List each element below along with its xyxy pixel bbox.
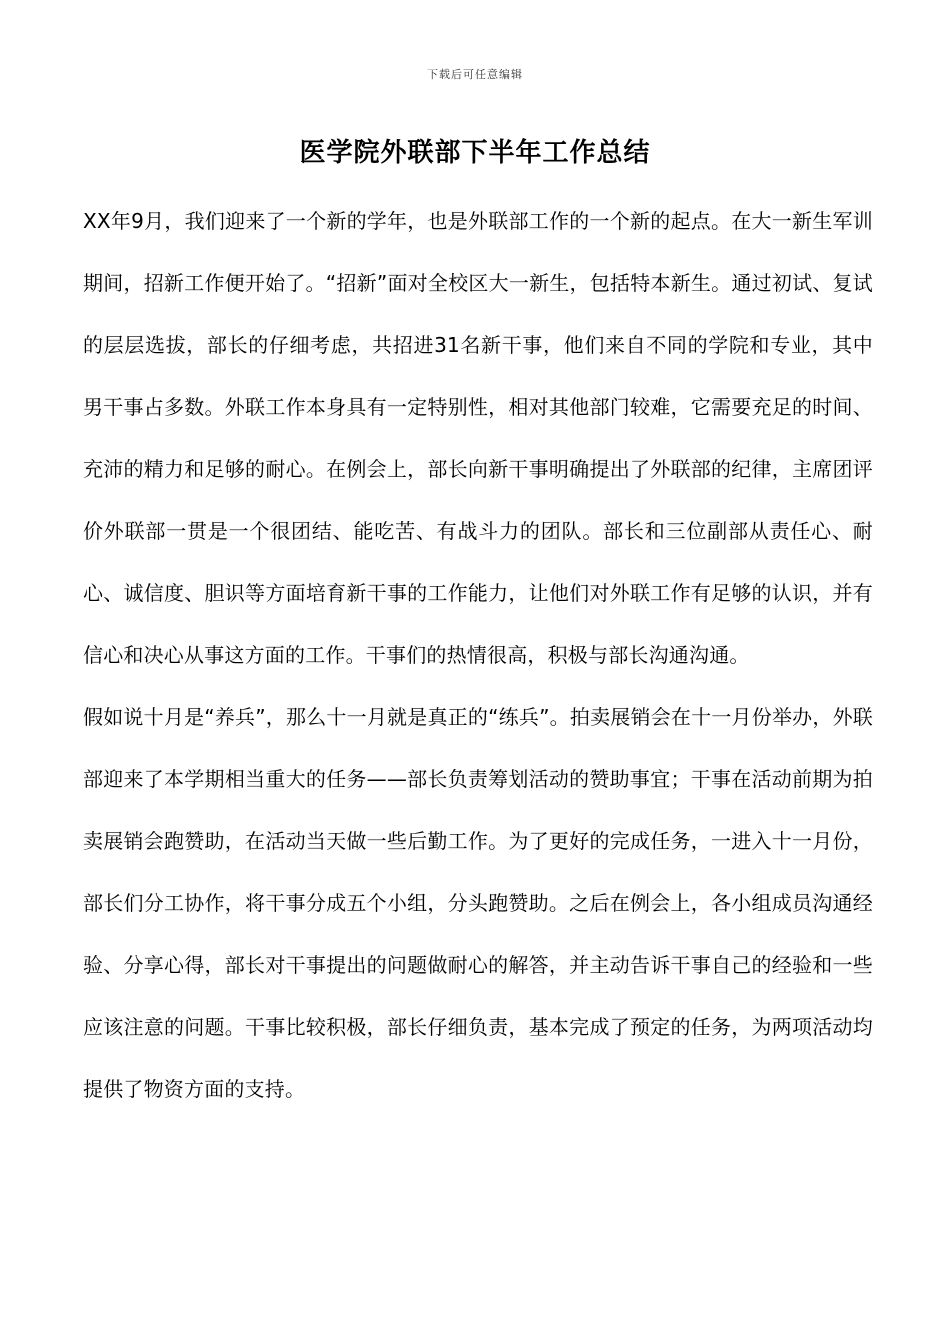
document-body (83, 190, 873, 1120)
paragraph-1: XX年9月，我们迎来了一个新的学年，也是外联部工作的一个新的起点。在大一新生军训期间，招新工作便开始了。“招新”面对全校区大一新生，包括特本新生。通过初试、复试的层层选拔，部长的仔细考虑，共招进31名新干事，他们来自不同的学院和专业，其中男干事占多数。外联工作本身具有一定特别性，相对其他部门较难，它需要充足的时间、充沛的精力和足够的耐心。在例会上，部长向新干事明确提出了外联部的纪律，主席团评价外联部一贯是一个很团结、能吃苦、有战斗力的团队。部长和三位副部从责任心、耐心、诚信度、胆识等方面培育新干事的工作能力，让他们对外联工作有足够的认识，并有信心和决心从事这方面的工作。干事们的热情很高，积极与部长沟通沟通。 (83, 209, 873, 667)
header-note: 下载后可任意编辑 (427, 68, 523, 81)
paragraph-2: 假如说十月是“养兵”，那么十一月就是真正的“练兵”。拍卖展销会在十一月份举办，外联部迎来了本学期相当重大的任务——部长负责筹划活动的赞助事宜；干事在活动前期为拍卖展销会跑赞助，在活动当天做一些后勤工作。为了更好的完成任务，一进入十一月份，部长们分工协作，将干事分成五个小组，分头跑赞助。之后在例会上，各小组成员沟通经验、分享心得，部长对干事提出的问题做耐心的解答，并主动告诉干事自己的经验和一些应该注意的问题。干事比较积极，部长仔细负责，基本完成了预定的任务，为两项活动均提供了物资方面的支持。 (83, 705, 873, 1101)
document-title: 医学院外联部下半年工作总结 (299, 138, 651, 168)
